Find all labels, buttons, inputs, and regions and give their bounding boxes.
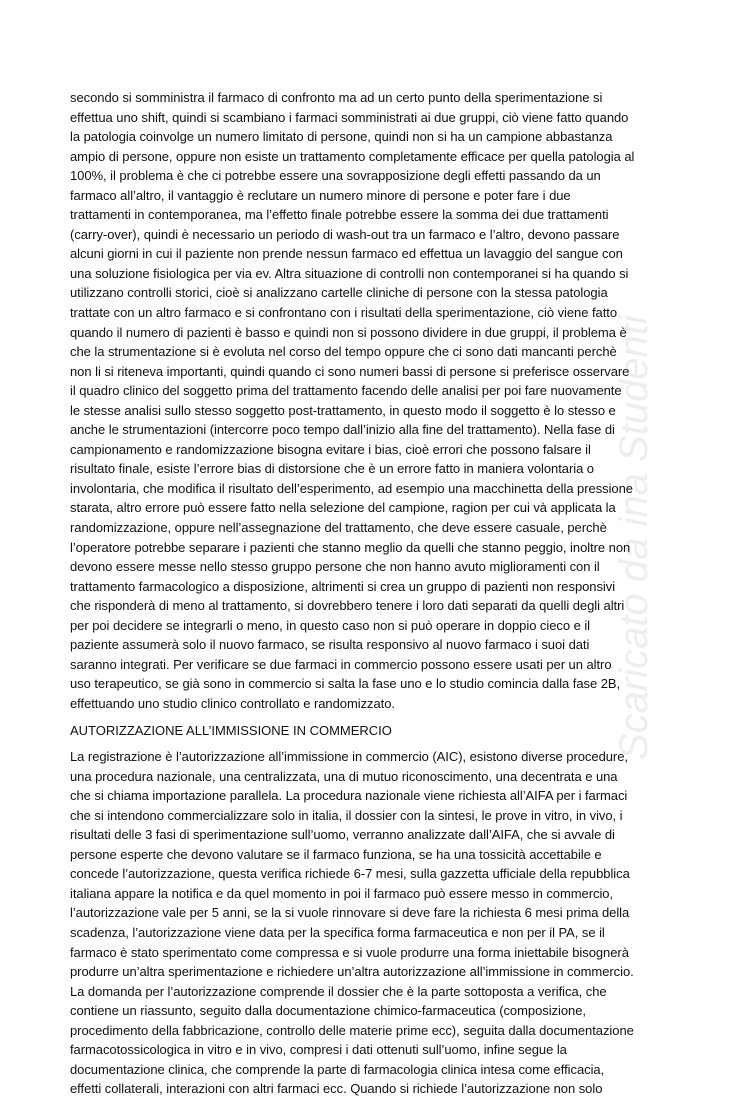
text-line: (carry-over), quindi è necessario un periodo di wash-out tra un farmaco e l’altro, devono passare	[70, 226, 620, 242]
text-line: non li si riteneva importanti, quindi quando ci sono numeri bassi di persone si preferisce osservare	[70, 363, 630, 379]
text-line: la patologia coinvolge un numero limitato di persone, quindi non si ha un campione abbastanza	[70, 129, 613, 145]
text-line: che risponderà di meno al trattamento, si dovrebbero tenere i loro dati separati da quelli degli altri	[70, 598, 625, 614]
text-line: effetti collaterali, interazioni con altri farmaci ecc. Quando si richiede l’autorizzazione non solo	[70, 1081, 603, 1097]
watermark: Scaricato da ina Studenti	[612, 315, 656, 760]
text-line: La registrazione è l’autorizzazione all’immissione in commercio (AIC), esistono diverse procedure,	[70, 749, 628, 765]
text-line: farmaco è stato sperimentato come compressa e si vuole produrre una forma iniettabile bisognerà	[70, 944, 629, 960]
section-heading: AUTORIZZAZIONE ALL’IMMISSIONE IN COMMERCIO	[70, 722, 392, 738]
text-line: starata, altro errore può essere fatto nella selezione del campione, ragion per cui và applicata la	[70, 500, 616, 516]
text-line: concede l’autorizzazione, questa verifica richiede 6-7 mesi, sulla gazzetta ufficiale della repubblica	[70, 866, 630, 882]
text-line: il quadro clinico del soggetto prima del trattamento facendo delle analisi per poi fare nuovamente	[70, 383, 622, 399]
text-line: le stesse analisi sullo stesso soggetto post-trattamento, in questo modo il soggetto è lo stesso e	[70, 402, 616, 418]
text-line: che la strumentazione si è evoluta nel corso del tempo oppure che ci sono dati mancanti perchè	[70, 344, 617, 360]
text-line: risultati delle 3 fasi di sperimentazione sull’uomo, verranno analizzate dall’AIFA, che si avvale di	[70, 827, 615, 843]
text-line: trattamenti in contemporanea, ma l’effetto finale potrebbe essere la somma dei due trattamenti	[70, 207, 609, 223]
text-line: trattate con un altro farmaco e si confrontano con i risultati della sperimentazione, ciò viene fatto	[70, 305, 618, 321]
text-line: per poi decidere se integrarli o meno, in questo caso non si può operare in doppio cieco e il	[70, 617, 591, 633]
text-line: anche le strumentazioni (intercorre poco tempo dall’inizio alla fine del trattamento). Nella fase di	[70, 422, 615, 438]
text-line: uso terapeutico, se già sono in commercio si salta la fase uno e lo studio comincia dalla fase 2B,	[70, 676, 621, 692]
text-line: saranno integrati. Per verificare se due farmaci in commercio possono essere usati per un altro	[70, 656, 612, 672]
text-line: risultato finale, esiste l’errore bias di distorsione che è un errore fatto in maniera volontaria o	[70, 461, 594, 477]
text-line: procedimento della fabbricazione, controllo delle materie prime ecc), seguita dalla documentazione	[70, 1022, 634, 1038]
text-line: trattamento farmacologico a disposizione, altrimenti si crea un gruppo di pazienti non responsivi	[70, 578, 616, 594]
text-line: utilizzano controlli storici, cioè si analizzano cartelle cliniche di persone con la stessa patologia	[70, 285, 608, 301]
text-line: farmaco all’altro, il vantaggio è reclutare un numero minore di persone e poter fare i due	[70, 187, 571, 203]
document-page	[70, 88, 690, 1099]
text-line: contiene un riassunto, seguito dalla documentazione chimico-farmaceutica (composizione,	[70, 1003, 586, 1019]
text-line: involontaria, che modifica il risultato dell’esperimento, ad esempio una macchinetta della pressione	[70, 480, 633, 496]
text-line: secondo si somministra il farmaco di confronto ma ad un certo punto della sperimentazione si	[70, 90, 603, 105]
text-line: italiana appare la notifica e da quel momento in poi il farmaco può essere messo in commercio,	[70, 885, 614, 901]
text-line: randomizzazione, oppure nell’assegnazione del trattamento, che deve essere casuale, perchè	[70, 520, 607, 536]
text-line: scadenza, l’autorizzazione viene data per la specifica forma farmaceutica e non per il PA, se il	[70, 924, 605, 940]
text-line: alcuni giorni in cui il paziente non prende nessun farmaco ed effettua un lavaggio del sangue con	[70, 246, 623, 262]
text-line: devono essere messe nello stesso gruppo persone che non hanno avuto miglioramenti con il	[70, 559, 600, 575]
text-line: effettuando uno studio clinico controllato e randomizzato.	[70, 695, 395, 711]
text-line: che si intendono commercializzare solo in italia, il dossier con la sintesi, le prove in vitro, in vivo, i	[70, 807, 623, 823]
paragraph-authorization	[70, 747, 690, 1099]
text-line: ampio di persone, oppure non esiste un trattamento completamente efficace per quella patologia al	[70, 148, 635, 164]
text-line: che si chiama importazione parallela. La procedura nazionale viene richiesta all’AIFA per i farmaci	[70, 788, 628, 804]
text-line: quando il numero di pazienti è basso e quindi non si possono dividere in due gruppi, il problema è	[70, 324, 627, 340]
text-line: una procedura nazionale, una centralizzata, una di mutuo riconoscimento, una decentrata e una	[70, 768, 618, 784]
text-line: effettua uno shift, quindi si scambiano i farmaci somministrati ai due gruppi, ciò viene fatto quando	[70, 109, 629, 125]
text-line: una soluzione fisiologica per via ev. Altra situazione di controlli non contemporanei si ha quando si	[70, 265, 629, 281]
text-line: produrre un’altra sperimentazione e richiedere un’altra autorizzazione all’immissione in commercio.	[70, 964, 634, 980]
text-line: l’operatore potrebbe separare i pazienti che stanno meglio da quelli che stanno peggio, inoltre non	[70, 539, 631, 555]
paragraph-trial-design	[70, 88, 690, 714]
text-line: documentazione clinica, che comprende la parte di farmacologia clinica intesa come efficacia,	[70, 1061, 605, 1077]
text-line: La domanda per l’autorizzazione comprende il dossier che è la parte sottoposta a verifica, che	[70, 983, 607, 999]
text-line: campionamento e randomizzazione bisogna evitare i bias, cioè errori che possono falsare il	[70, 441, 591, 457]
text-line: l’autorizzazione vale per 5 anni, se la si vuole rinnovare si deve fare la richiesta 6 mesi prima della	[70, 905, 630, 921]
text-line: persone esperte che devono valutare se il farmaco funziona, se ha una tossicità accettabile e	[70, 846, 602, 862]
text-line: paziente assumerà solo il nuovo farmaco, se risulta responsivo al nuovo farmaco i suoi dati	[70, 637, 590, 653]
text-line: 100%, il problema è che ci potrebbe essere una sovrapposizione degli effetti passando da un	[70, 168, 601, 184]
text-line: farmacotossicologica in vitro e in vivo, compresi i dati ottenuti sull’uomo, infine segue la	[70, 1042, 567, 1058]
